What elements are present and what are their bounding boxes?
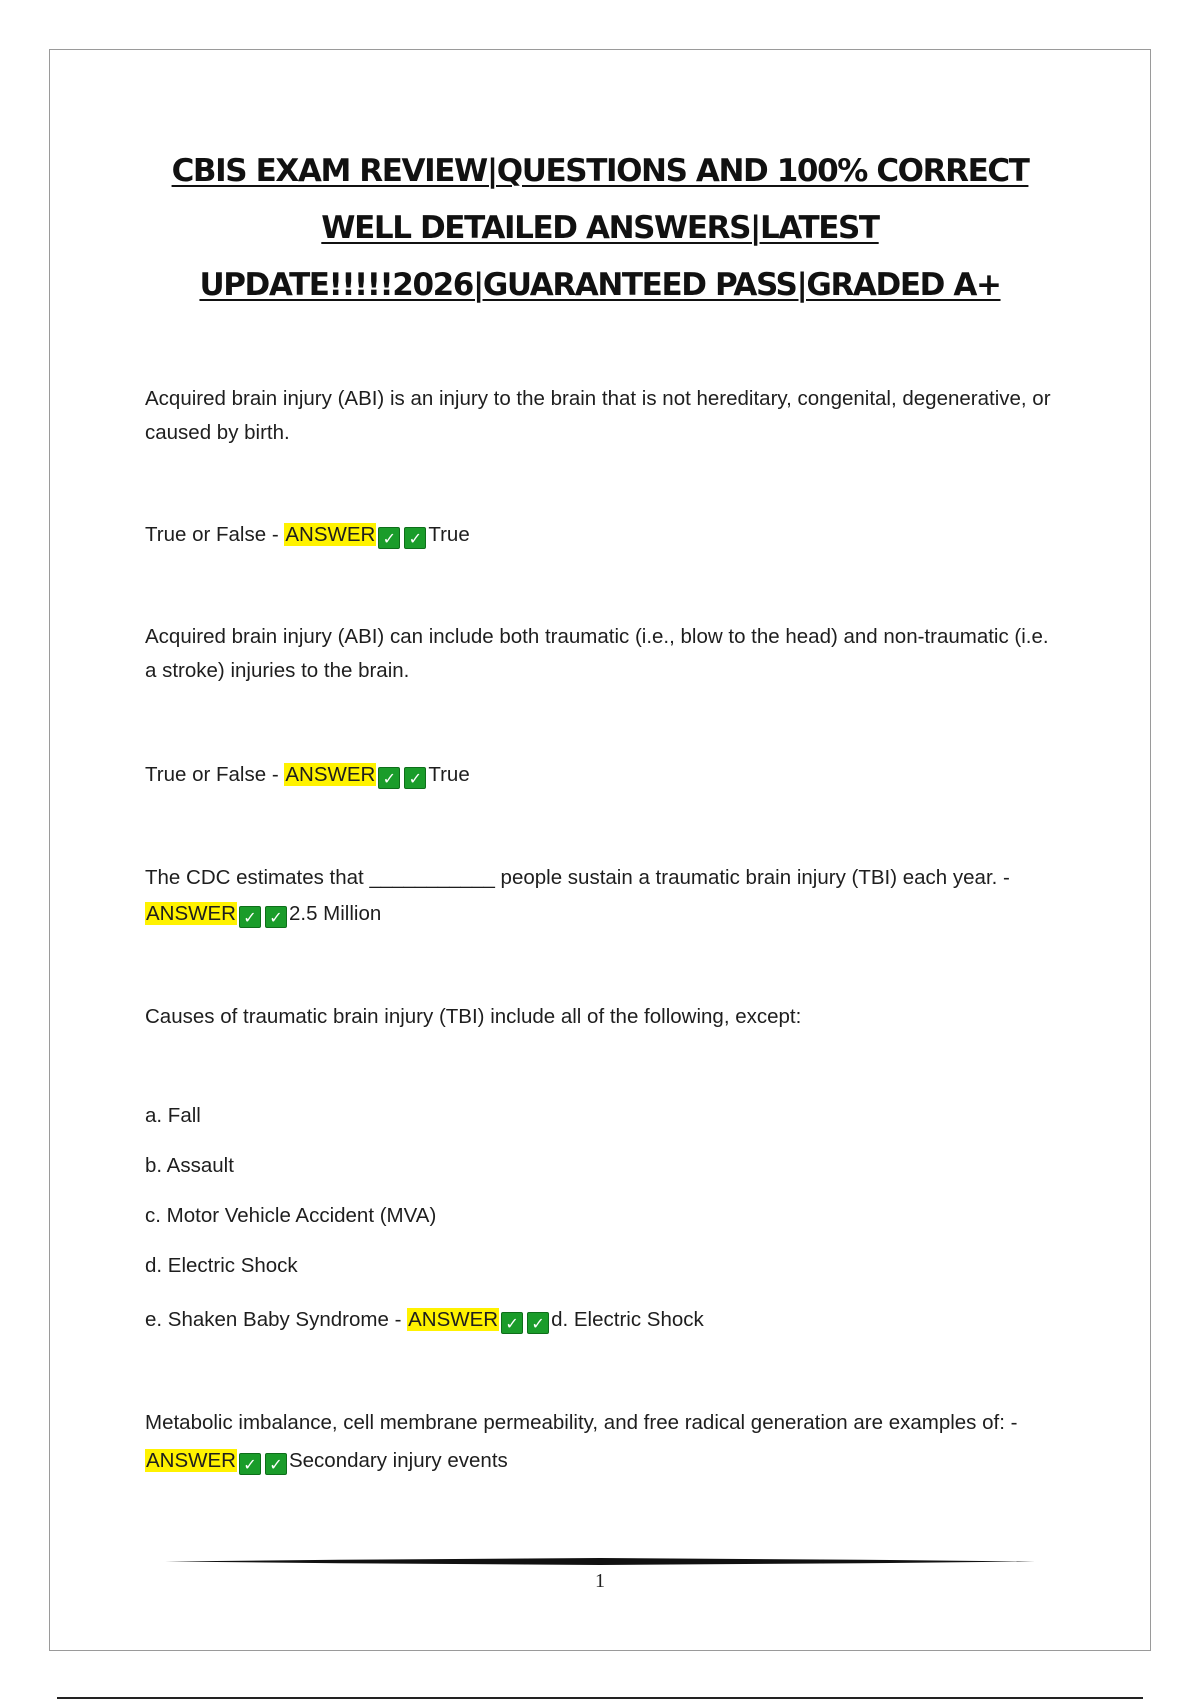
check-box-icon: ✓ [404,767,426,789]
question-secondary-injury [145,1404,1065,1480]
check-box-icon: ✓ [239,1453,261,1475]
check-box-icon: ✓ [527,1312,549,1334]
check-box-icon: ✓ [404,527,426,549]
question-tbi-causes: Causes of traumatic brain injury (TBI) include all of the following, except: [145,1005,802,1028]
title-line-1: CBIS EXAM REVIEW|QUESTIONS AND 100% CORRECT [171,153,1029,189]
answer-prompt: True or False - [145,523,285,546]
question-text: The CDC estimates that ___________ people sustain a traumatic brain injury (TBI) each year. - [145,866,1010,889]
title-line-2: WELL DETAILED ANSWERS|LATEST [321,210,879,246]
check-box-icon: ✓ [265,1453,287,1475]
check-box-icon: ✓ [501,1312,523,1334]
answer-line-2 [145,758,1065,792]
document-title [100,143,1100,314]
title-line-3: UPDATE!!!!!2026|GUARANTEED PASS|GRADED A+ [199,267,1001,303]
answer-highlight: ANSWER [285,523,376,546]
check-box-icon: ✓ [378,767,400,789]
option-a: a. Fall [145,1104,201,1127]
question-abi-types: Acquired brain injury (ABI) can include both traumatic (i.e., blow to the head) and non-traumatic (i.e. a stroke) injuries to the brain. [145,625,1049,682]
bottom-divider [57,1697,1143,1699]
answer-highlight: ANSWER [146,1449,236,1472]
question-abi-definition: Acquired brain injury (ABI) is an injury to the brain that is not hereditary, congenital, degenerative, or caused by birth. [145,387,1051,444]
check-box-icon: ✓ [239,906,261,928]
answer-line-1 [145,518,1065,552]
option-e: e. Shaken Baby Syndrome - [145,1308,408,1331]
option-d: d. Electric Shock [145,1254,298,1277]
check-box-icon: ✓ [378,527,400,549]
question-cdc-estimate [145,860,1065,932]
answer-prompt: True or False - [145,763,285,786]
answer-text: Secondary injury events [288,1449,508,1472]
option-c: c. Motor Vehicle Accident (MVA) [145,1204,437,1227]
answer-text: True [428,523,470,546]
answer-highlight: ANSWER [146,902,236,925]
answer-highlight: ANSWER [285,763,376,786]
question-text: Metabolic imbalance, cell membrane permeability, and free radical generation are examples of: - [145,1411,1018,1434]
option-e-answer [145,1303,1065,1337]
answer-highlight: ANSWER [408,1308,499,1331]
check-box-icon: ✓ [265,906,287,928]
answer-text: True [428,763,470,786]
answer-text: d. Electric Shock [551,1308,704,1331]
page-number: 1 [595,1570,605,1592]
answer-text: 2.5 Million [288,902,382,925]
option-b: b. Assault [145,1154,234,1177]
